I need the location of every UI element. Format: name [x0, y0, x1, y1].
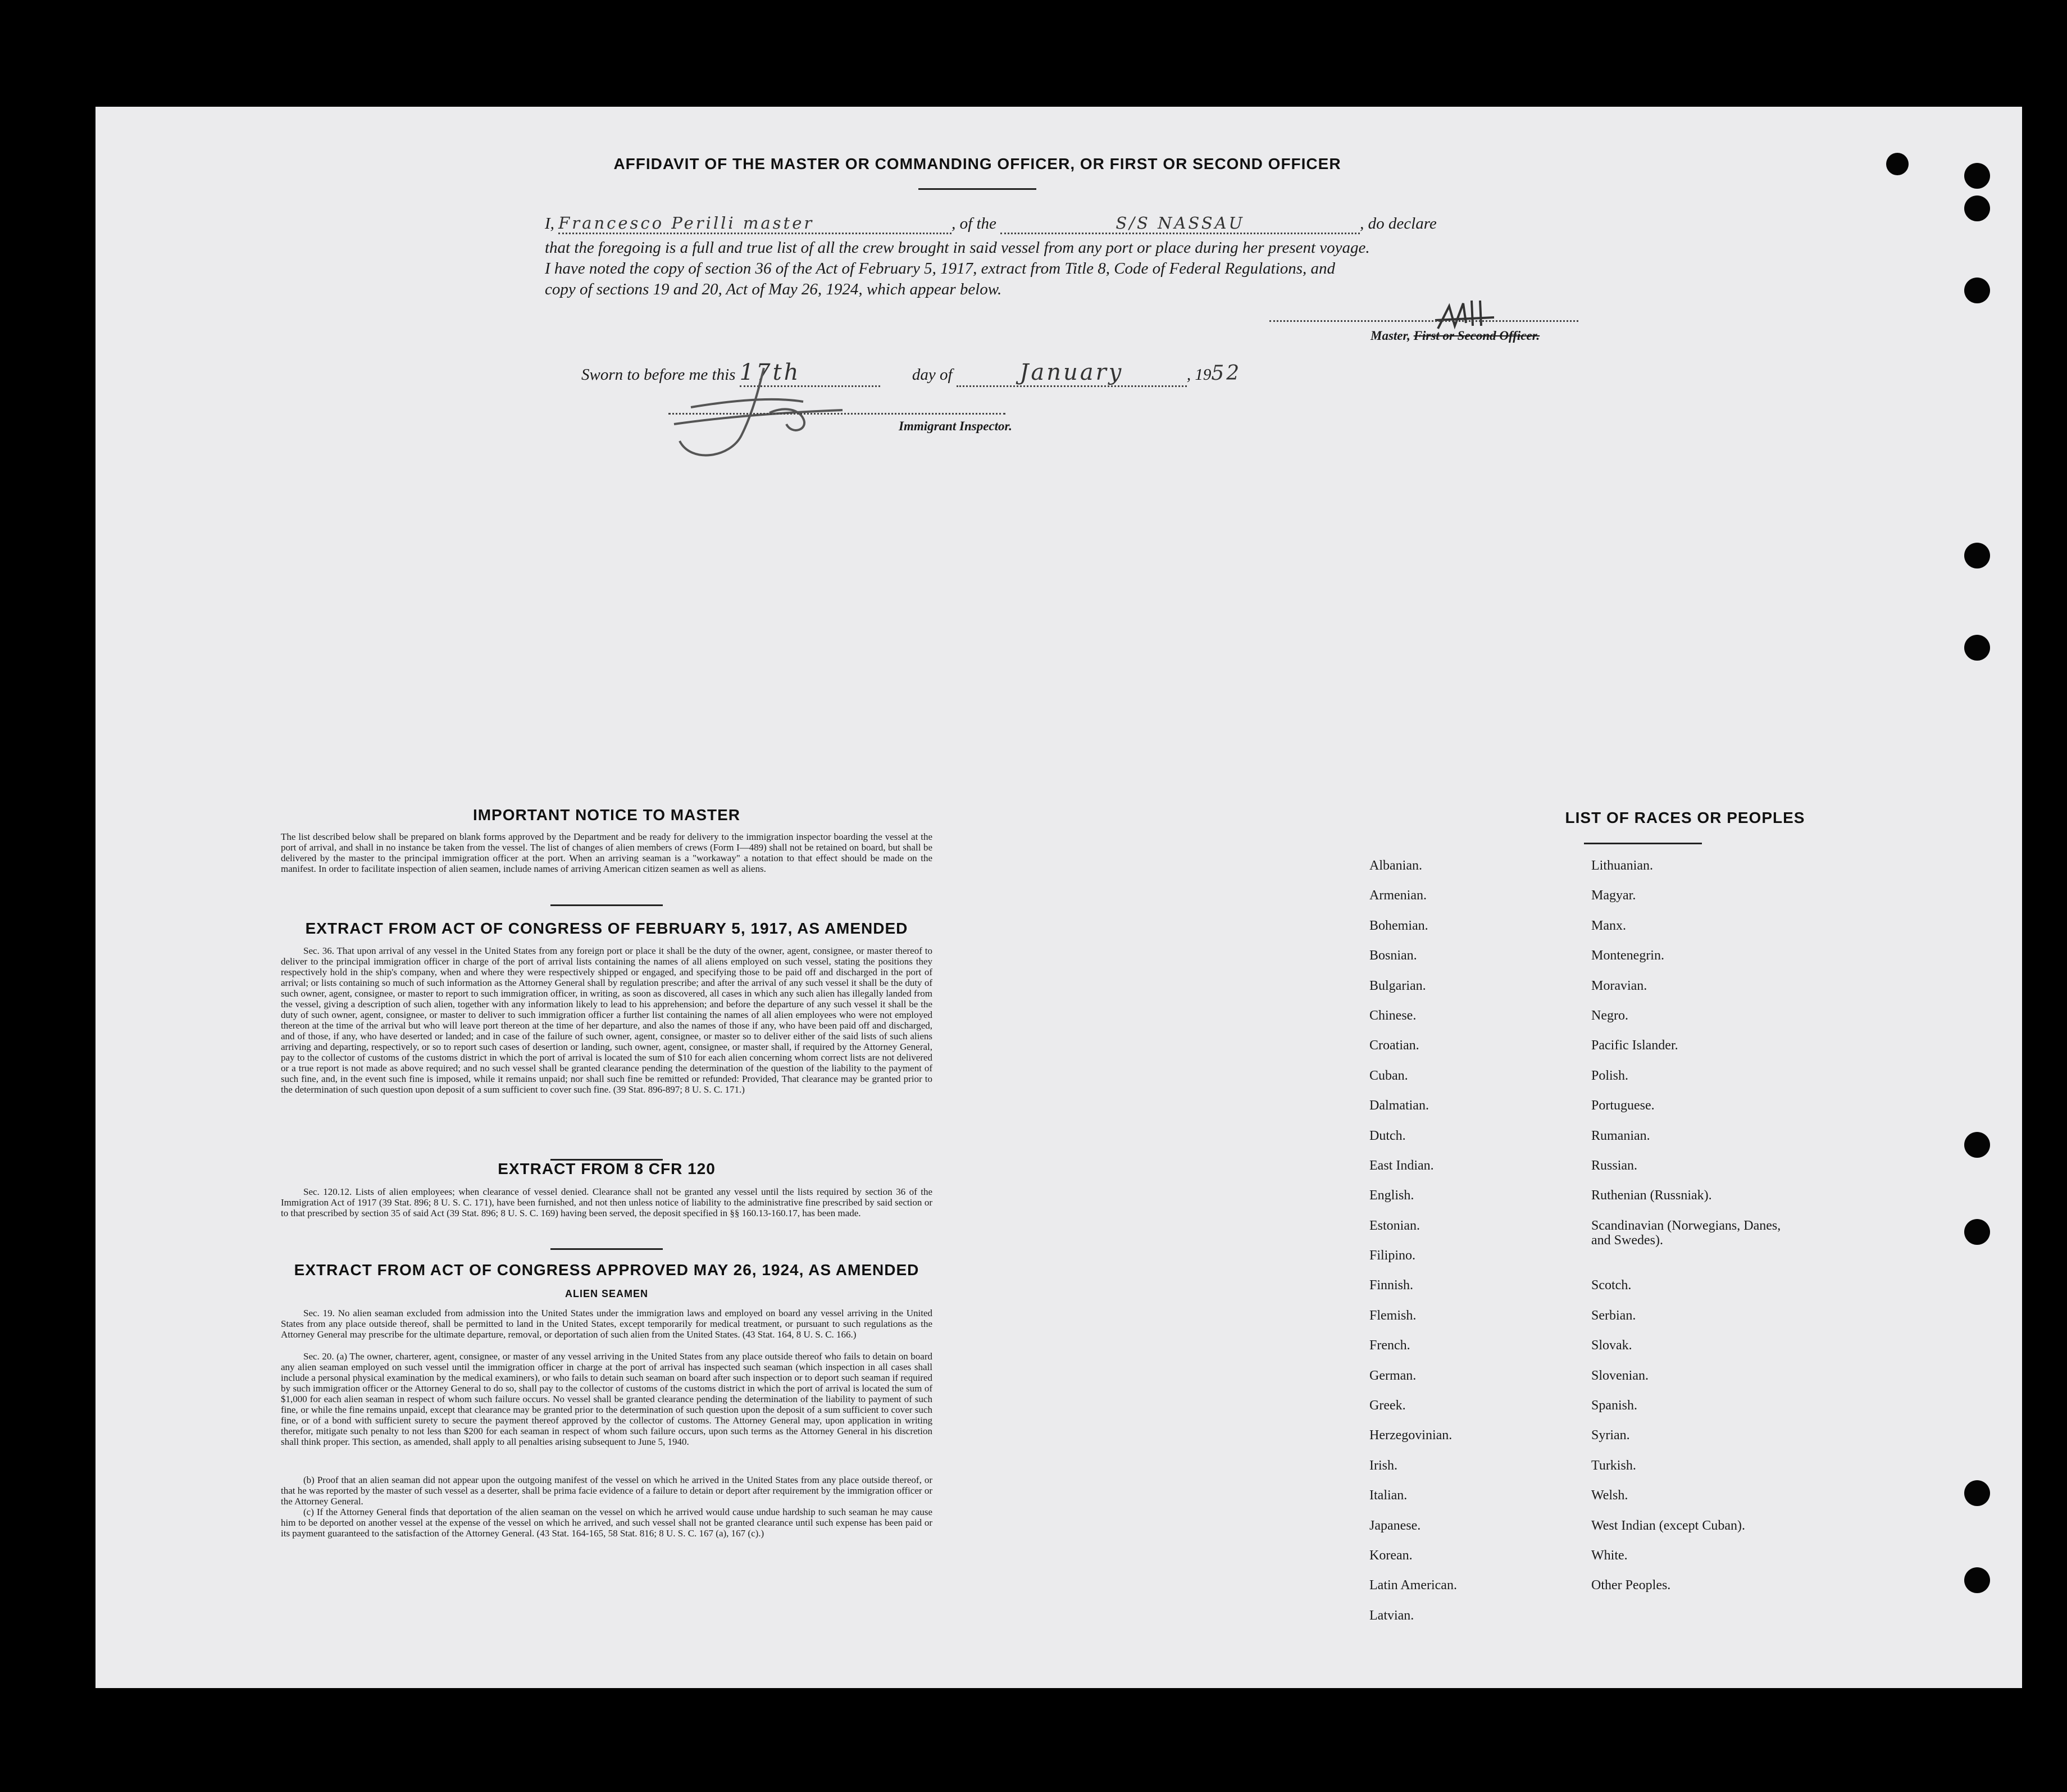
affidavit-title: AFFIDAVIT OF THE MASTER OR COMMANDING OFFICER, OR FIRST OR SECOND OFFICER [613, 155, 1341, 172]
affidavit-line2: that the foregoing is a full and true list of all the crew brought in said vessel from any port or place during her present voyage. [545, 239, 1370, 257]
master-signature-line [1269, 320, 1578, 322]
binder-hole [1964, 1567, 1990, 1593]
race-item: English. [1369, 1188, 1414, 1203]
extract-1924-sec20c: (c) If the Attorney General finds that deportation of the alien seaman on the vessel on which he arrived would cause undue hardship to such seaman he may cause him to be deported on another vessel at the expense of the vessel on which he arrived, and such vessel shall not be granted clearance until such expense has been paid or its payment guaranteed to the satisfaction of the Attorney General. (43 Stat. 164-165, 58 Stat. 816; 8 U. S. C. 167 (a), 167 (c).) [281, 1507, 932, 1539]
notice-title: IMPORTANT NOTICE TO MASTER [472, 806, 741, 824]
extract-cfr-body: Sec. 120.12. Lists of alien employees; when clearance of vessel denied. Clearance shall not be granted any vessel until the lists required by section 36 of the Immigration Act of 1917 (39 Stat. 896; 8 U. S. C. 171), have been furnished, and not then unless notice of liability to the administrative fine prescribed by said section or to that prescribed by section 35 of said Act (39 Stat. 896; 8 U. S. C. 169) having been served, the deposit specified in §§ 160.13-160.17, has been made. [281, 1186, 932, 1218]
race-item: Estonian. [1369, 1218, 1420, 1233]
binder-hole [1964, 635, 1990, 661]
race-item: Rumanian. [1591, 1128, 1650, 1143]
affidavit-line4: copy of sections 19 and 20, Act of May 26, 1924, which appear below. [545, 280, 1002, 298]
race-item: Turkish. [1591, 1458, 1636, 1473]
extract-1917-title: EXTRACT FROM ACT OF CONGRESS OF FEBRUARY 5, 1917, AS AMENDED [305, 920, 908, 937]
extract-cfr-rule [550, 1248, 663, 1250]
binder-hole [1964, 543, 1990, 568]
race-item: Montenegrin. [1591, 948, 1664, 963]
race-item: Greek. [1369, 1398, 1406, 1413]
binder-hole [1964, 278, 1990, 303]
document-page [95, 107, 2022, 1688]
race-item: Dutch. [1369, 1128, 1406, 1143]
race-item: Slovak. [1591, 1338, 1632, 1353]
race-item: Welsh. [1591, 1488, 1628, 1503]
race-item: Albanian. [1369, 858, 1422, 873]
race-item: Japanese. [1369, 1518, 1421, 1533]
race-item: Korean. [1369, 1548, 1413, 1563]
race-item: Spanish. [1591, 1398, 1638, 1413]
extract-1917-body: Sec. 36. That upon arrival of any vessel in the United States from any foreign port or place it shall be the duty of the owner, agent, consignee, or master thereof to deliver to the principal immigration officer in charge of the port of arrival lists containing the names of all aliens employed on such vessel, stating the positions they respectively hold in the ship's company, when and where they were respectively shipped or engaged, and specifying those to be paid off and discharged in the port of arrival; or lists containing so much of such information as the Attorney General shall by regulation prescribe; and after the arrival of any such vessel it shall be the duty of such owner, agent, consignee, or master to report to such immigration officer, in writing, as soon as discovered, all cases in which any such alien has illegally landed from the vessel, giving a description of such alien, together with any information likely to lead to his apprehension; and before the departure of any such vessel it shall be the duty of such owner, agent, consignee, or master to deliver to such immigration officer a further list containing the names of all alien employees who were not employed thereon at the time of the arrival but who will leave port thereon at the time of her departure, and also the names of those if any, who have been paid off and discharged, and of those, if any, who have deserted or landed; and in case of the failure of such owner, agent, consignee, or master so to deliver either of the said lists of such aliens arriving and departing, respectively, or so to report such cases of desertion or landing, such owner, agent, consignee, or master shall, if required by the Attorney General, pay to the collector of customs of the customs district in which the port of arrival is located the sum of $10 for each alien concerning whom correct lists are not delivered or a true report is not made as above required; and no such vessel shall be granted clearance pending the determination of the question of the liability to the payment of such fine, and, in the event such fine is imposed, while it remains unpaid; nor shall such fine be remitted or refunded: Provided, That clearance may be granted prior to the determination of such question upon deposit of a sum sufficient to cover such fine. (39 Stat. 896-897; 8 U. S. C. 171.) [281, 945, 932, 1095]
year-prefix: , 19 [1186, 366, 1212, 384]
races-title: LIST OF RACES OR PEOPLES [1565, 809, 1805, 826]
race-item: East Indian. [1369, 1158, 1434, 1173]
race-item: Dalmatian. [1369, 1098, 1429, 1113]
day-of-text: day of [912, 366, 953, 384]
year-suffix: 52 [1211, 362, 1242, 385]
sworn-text: Sworn to before me this [581, 366, 736, 384]
master-name: Francesco Perilli master [558, 213, 951, 234]
race-item: Syrian. [1591, 1428, 1630, 1443]
extract-1924-subtitle: ALIEN SEAMEN [564, 1288, 648, 1299]
extract-1924-title: EXTRACT FROM ACT OF CONGRESS APPROVED MAY 26, 1924, AS AMENDED [294, 1261, 919, 1279]
binder-hole [1964, 1132, 1990, 1158]
race-item [1591, 1248, 1793, 1278]
race-item: Scandinavian (Norwegians, Danes, and Swedes). [1591, 1218, 1781, 1248]
race-item: Latvian. [1369, 1608, 1414, 1623]
vessel-name: S/S NASSAU [1000, 213, 1360, 234]
races-rule [1584, 843, 1702, 844]
race-item: Polish. [1591, 1068, 1629, 1083]
do-declare-text: , do declare [1360, 215, 1437, 233]
race-item: Croatian. [1369, 1038, 1419, 1053]
binder-hole [1964, 1219, 1990, 1245]
race-item: German. [1369, 1368, 1417, 1383]
affidavit-line3: I have noted the copy of section 36 of the Act of February 5, 1917, extract from Title 8, Code of Federal Regulations, and [545, 260, 1336, 278]
race-item: Chinese. [1369, 1008, 1417, 1023]
signature-caption [1371, 329, 1540, 343]
caption-officer: First or Second Officer. [1413, 329, 1540, 343]
of-the-text: , of the [951, 215, 996, 233]
race-item: Manx. [1591, 918, 1626, 933]
race-item: Pacific Islander. [1591, 1038, 1678, 1053]
affidavit-i: I, [545, 215, 554, 233]
race-item: Magyar. [1591, 888, 1636, 903]
race-item: Finnish. [1369, 1278, 1414, 1293]
extract-1924-sec20b: (b) Proof that an alien seaman did not appear upon the outgoing manifest of the vessel on which he arrived in the United States from any place outside thereof, or that he was reported by the master of such vessel as a deserter, shall be prima facie evidence of a failure to detain or deport after requirement by the immigration officer or the Attorney General. [281, 1475, 932, 1507]
binder-hole [1886, 153, 1909, 175]
race-item: Portuguese. [1591, 1098, 1655, 1113]
race-item: Negro. [1591, 1008, 1628, 1023]
race-item: Ruthenian (Russniak). [1591, 1188, 1712, 1203]
race-item: Moravian. [1591, 978, 1647, 993]
race-item: Slovenian. [1591, 1368, 1649, 1383]
notice-body: The list described below shall be prepared on blank forms approved by the Department and be ready for delivery to the immigration inspector boarding the vessel at the port of arrival, and shall in no instance be taken from the vessel. The list of changes of alien members of crews (Form I—489) shall not be retained on board, but shall be delivered by the master to the principal immigration officer at the port. When an arriving seaman is a "workaway" a notation to that effect should be made on the manifest. In order to facilitate inspection of alien seamen, include names of arriving American citizen seamen as well as aliens. [281, 831, 932, 874]
race-item: Bosnian. [1369, 948, 1417, 963]
race-item: White. [1591, 1548, 1628, 1563]
notice-rule [550, 904, 663, 906]
sworn-day: 17th [740, 360, 880, 387]
race-item: West Indian (except Cuban). [1591, 1518, 1745, 1533]
sworn-month: January [957, 360, 1187, 387]
race-item: Lithuanian. [1591, 858, 1653, 873]
race-item: Italian. [1369, 1488, 1408, 1503]
title-rule [918, 188, 1036, 190]
race-item: Russian. [1591, 1158, 1638, 1173]
race-item: Armenian. [1369, 888, 1427, 903]
race-item: Scotch. [1591, 1278, 1632, 1293]
binder-hole [1964, 1480, 1990, 1506]
affidavit-line1 [545, 213, 1437, 234]
race-item: Bulgarian. [1369, 978, 1426, 993]
race-item: Filipino. [1369, 1248, 1416, 1263]
races-column-1 [1369, 858, 1457, 1638]
race-item: Latin American. [1369, 1578, 1457, 1593]
race-item: Serbian. [1591, 1308, 1636, 1323]
race-item: Flemish. [1369, 1308, 1417, 1323]
caption-master: Master, [1371, 329, 1414, 343]
inspector-signature-line [668, 413, 1005, 415]
race-item: Irish. [1369, 1458, 1397, 1473]
extract-1924-sec19: Sec. 19. No alien seaman excluded from admission into the United States under the immigration laws and employed on board any vessel arriving in the United States from any place outside thereof, shall be permitted to land in the United States, except temporarily for medical treatment, or pursuant to such regulations as the Attorney General may prescribe for the ultimate departure, removal, or deportation of such alien from the United States. (43 Stat. 164, 8 U. S. C. 166.) [281, 1308, 932, 1340]
binder-hole [1964, 195, 1990, 221]
races-column-2 [1591, 858, 1793, 1608]
race-item: French. [1369, 1338, 1410, 1353]
extract-1924-sec20a: Sec. 20. (a) The owner, charterer, agent, consignee, or master of any vessel arriving in the United States from any place outside thereof who fails to detain on board any alien seaman employed on such vessel until the immigration officer in charge at the port of arrival has inspected such seaman (which inspection in all cases shall include a personal physical examination by the medical examiners), or who fails to detain such seaman on board after such inspection or to deport such seaman if required by such immigration officer or the Attorney General to do so, shall pay to the collector of customs of the customs district in which the port of arrival is located the sum of $1,000 for each alien seaman in respect of whom such failure occurs. No vessel shall be granted clearance pending the determination of the liability to payment of such fine, or while the fine remains unpaid, except that clearance may be granted prior to the determination of such question upon the deposit of a sum sufficient to cover such fine, or of a bond with sufficient surety to secure the payment thereof approved by the collector of customs. The Attorney General may, upon application in writing therefor, mitigate such penalty to not less than $200 for each seaman in respect of whom such failure occurs, upon such terms as the Attorney General in his discretion shall think proper. This section, as amended, shall apply to all penalties arising subsequent to June 5, 1940. [281, 1351, 932, 1447]
inspector-caption: Immigrant Inspector. [899, 419, 1012, 433]
race-item: Other Peoples. [1591, 1578, 1671, 1593]
binder-hole [1964, 163, 1990, 189]
extract-cfr-title: EXTRACT FROM 8 CFR 120 [498, 1160, 716, 1177]
race-item: Bohemian. [1369, 918, 1428, 933]
race-item: Cuban. [1369, 1068, 1408, 1083]
race-item: Herzegovinian. [1369, 1428, 1453, 1443]
